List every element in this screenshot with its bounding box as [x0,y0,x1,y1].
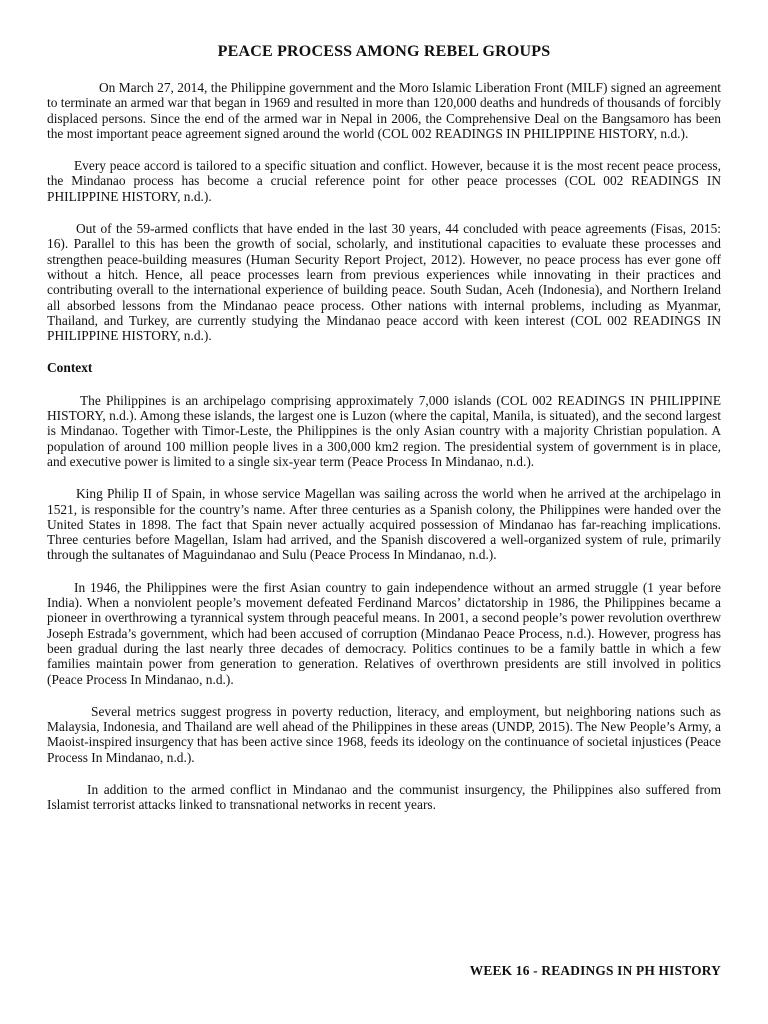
section-heading-context: Context [47,360,93,376]
paragraph-context-1: The Philippines is an archipelago comprising approximately 7,000 islands (COL 002 READINGS IN PHILIPPINE HISTORY, n.d.). Among these islands, the largest one is Luzon (where the capital, Manila, is situated), and the second largest is Mindanao. Together with Timor-Leste, the Philippines is the only Asian country with a majority Christian population. A population of around 100 million people lives in a 300,000 km2 region. The presidential system of government is in place, and executive power is limited to a single six-year term (Peace Process In Mindanao, n.d.). [47,392,721,469]
paragraph-context-4: Several metrics suggest progress in poverty reduction, literacy, and employment, but neighboring nations such as Malaysia, Indonesia, and Thailand are well ahead of the Philippines in these areas (UNDP, 2015). The New People’s Army, a Maoist-inspired insurgency that has been active since 1968, feeds its ideology on the continuance of societal injustices (Peace Process In Mindanao, n.d.). [47,703,721,765]
paragraph-intro-1: On March 27, 2014, the Philippine government and the Moro Islamic Liberation Front (MILF) signed an agreement to terminate an armed war that began in 1969 and resulted in more than 120,000 deaths and hundreds of thousands of forcibly displaced persons. Since the end of the armed war in Nepal in 2006, the Comprehensive Deal on the Bangsamoro has been the most important peace agreement signed around the world (COL 002 READINGS IN PHILIPPINE HISTORY, n.d.). [47,80,721,141]
paragraph-intro-2: Every peace accord is tailored to a specific situation and conflict. However, because it is the most recent peace process, the Mindanao process has become a crucial reference point for other peace processes (COL 002 READINGS IN PHILIPPINE HISTORY, n.d.). [47,158,721,204]
document-body [47,80,721,830]
paragraph-context-2: King Philip II of Spain, in whose service Magellan was sailing across the world when he arrived at the archipelago in 1521, is responsible for the country’s name. After three centuries as a Spanish colony, the Philippines were handed over the United States in 1898. The fact that Spain never actually acquired possession of Mindanao has far-reaching implications. Three centuries before Magellan, Islam had arrived, and the Spanish discovered a well-organized system of rule, primarily through the sultanates of Maguindanao and Sulu (Peace Process In Mindanao, n.d.). [47,486,721,563]
page-title: PEACE PROCESS AMONG REBEL GROUPS [217,43,551,60]
paragraph-context-3: In 1946, the Philippines were the first Asian country to gain independence without an armed struggle (1 year before India). When a nonviolent people’s movement defeated Ferdinand Marcos’ dictatorship in 1986, the Philippines became a pioneer in overthrowing a tyrannical system through peaceful means. In 2001, a second people’s power revolution overthrew Joseph Estrada’s government, which had been accused of corruption (Mindanao Peace Process, n.d.). However, progress has been gradual during the last nearly three decades of democracy. Politics continues to be a family battle in which a few families maintain power from generation to generation. Relatives of overthrown presidents are still involved in politics (Peace Process In Mindanao, n.d.). [47,579,721,687]
paragraph-context-5: In addition to the armed conflict in Mindanao and the communist insurgency, the Philippines also suffered from Islamist terrorist attacks linked to transnational networks in recent years. [47,781,721,813]
page-footer: WEEK 16 - READINGS IN PH HISTORY [469,963,721,978]
paragraph-intro-3: Out of the 59-armed conflicts that have ended in the last 30 years, 44 concluded with peace agreements (Fisas, 2015: 16). Parallel to this has been the growth of social, scholarly, and institutional capacities to evaluate these processes and strengthen peace-building measures (Human Security Report Project, 2012). However, no peace process has ever gone off without a hitch. Hence, all peace processes learn from previous experiences while innovating in their practices and contributing overall to the international experience of building peace. South Sudan, Aceh (Indonesia), and Northern Ireland all absorbed lessons from the Mindanao peace process. Other nations with internal problems, including as Myanmar, Thailand, and Turkey, are currently studying the Mindanao peace accord with keen interest (COL 002 READINGS IN PHILIPPINE HISTORY, n.d.). [47,221,721,344]
